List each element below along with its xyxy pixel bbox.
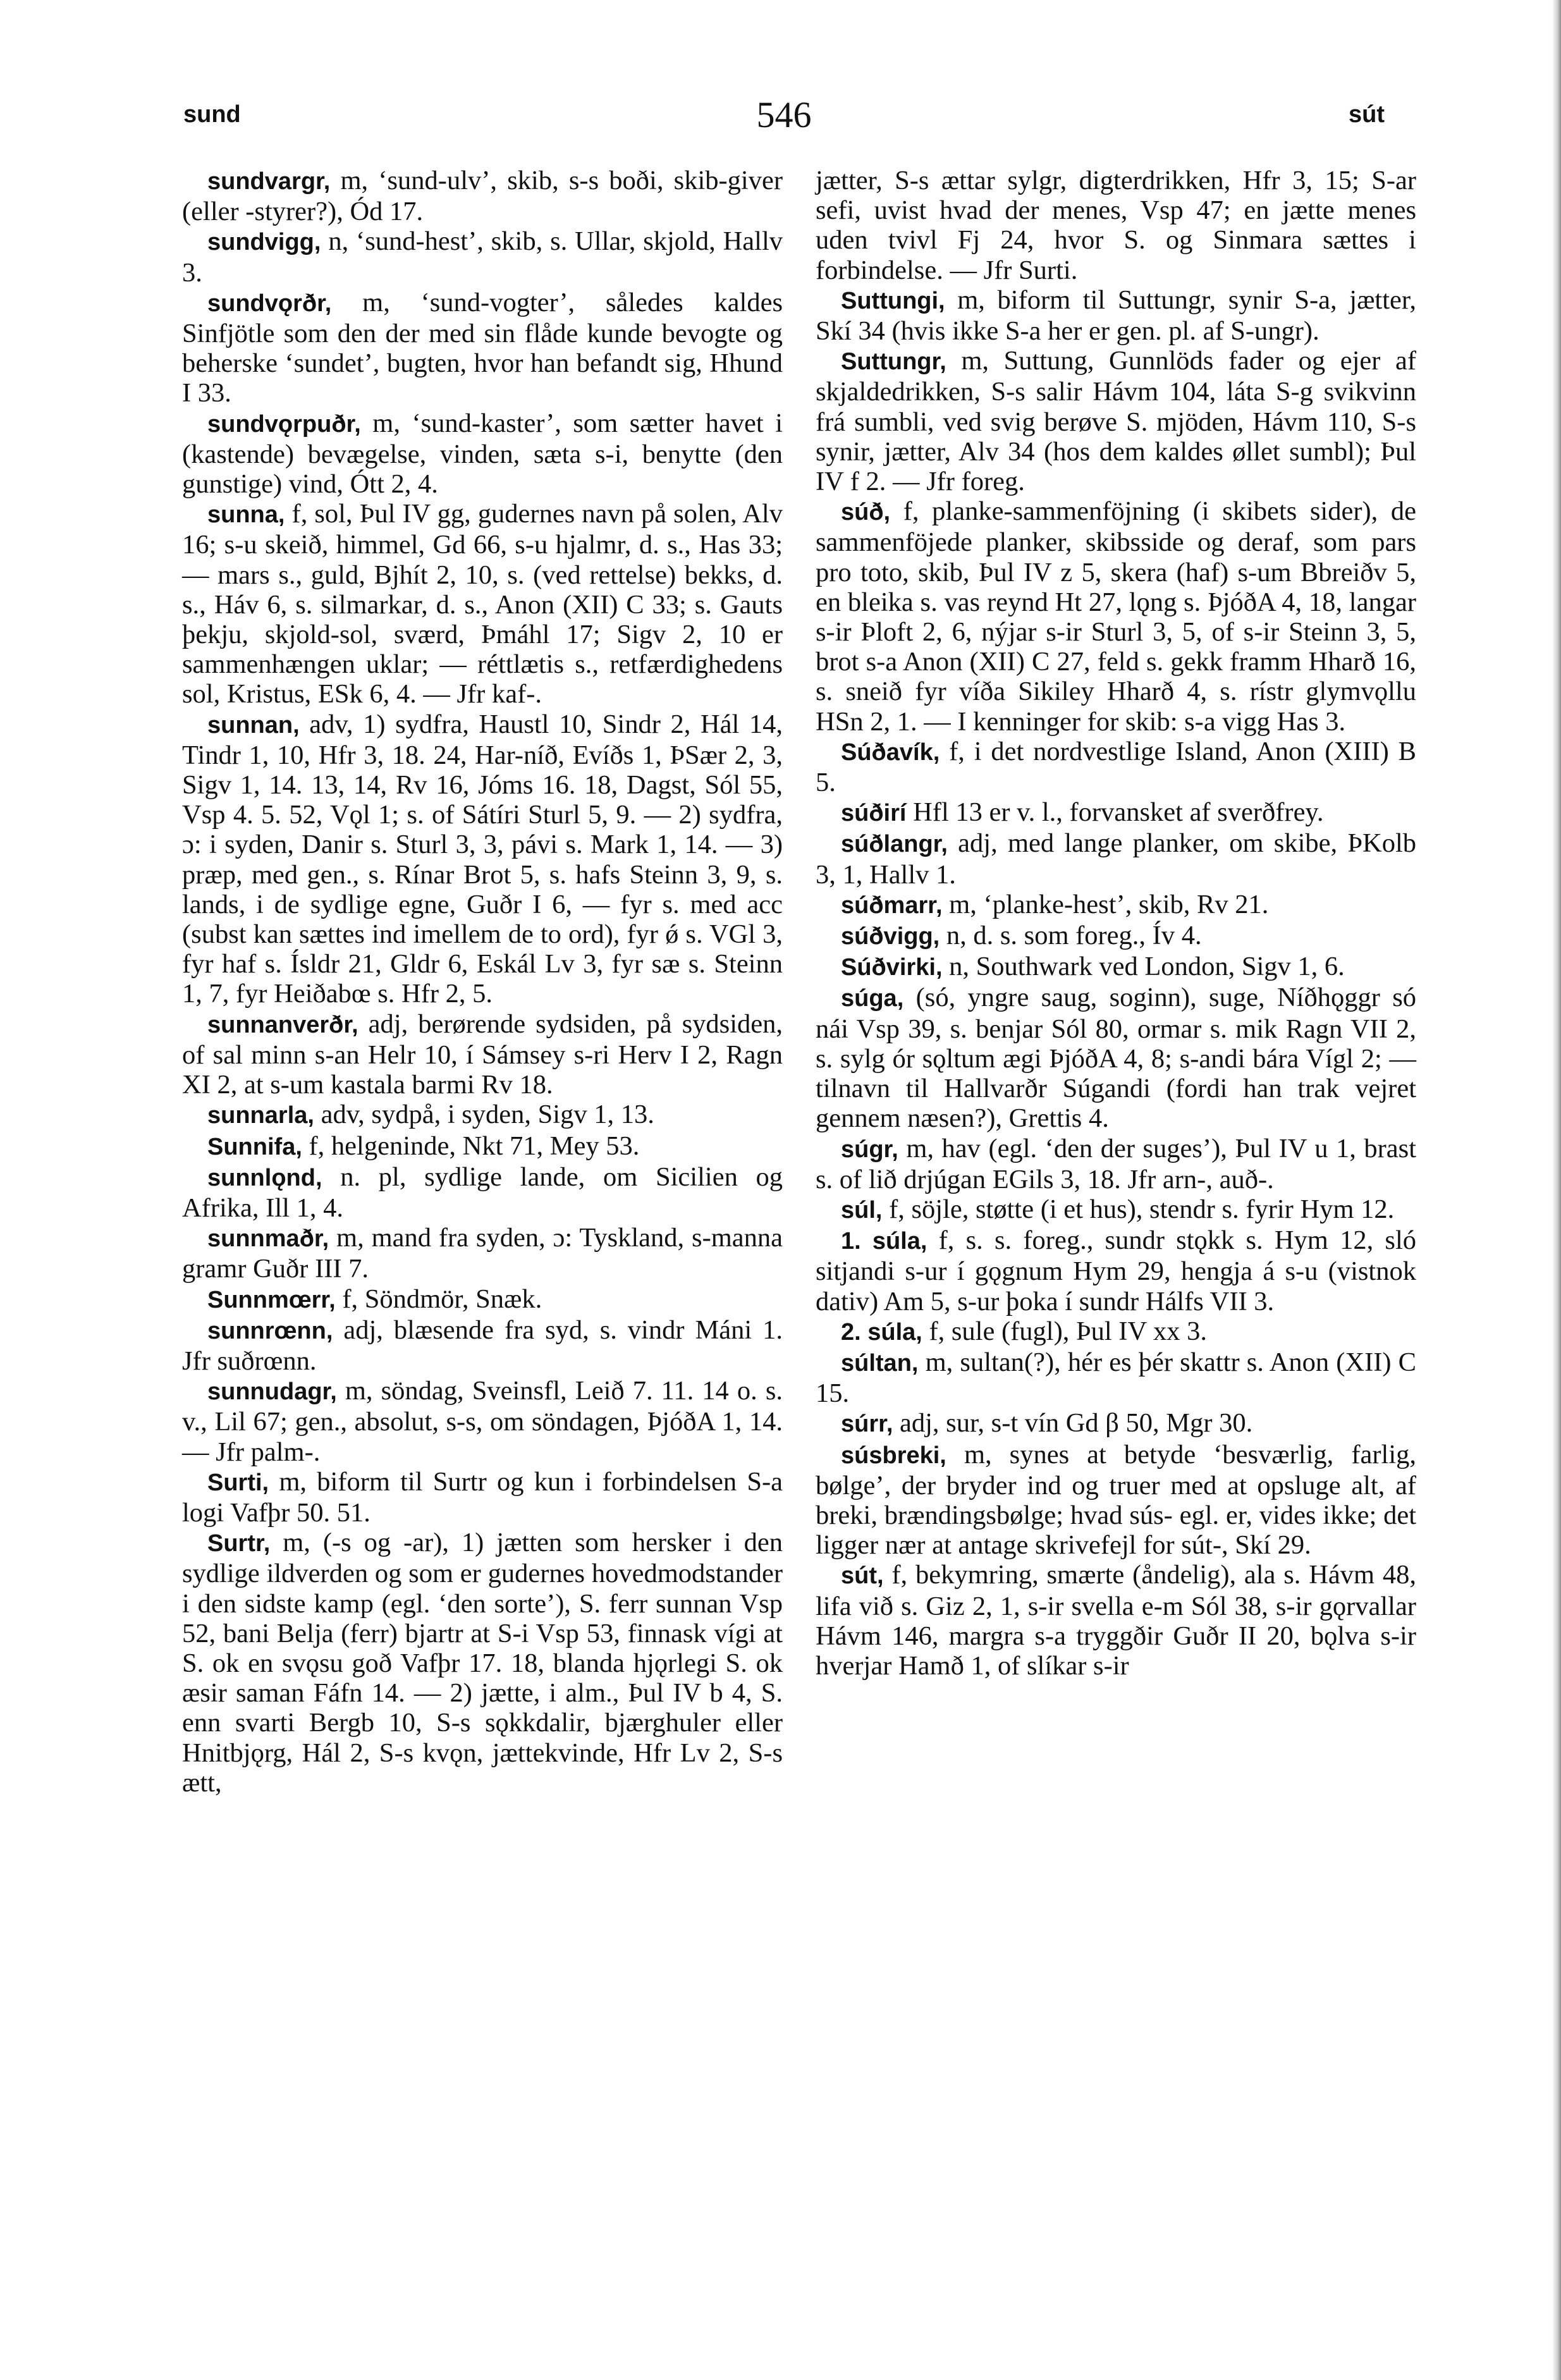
- dictionary-entry: [182, 1467, 783, 1528]
- entry-headword: sunnarla,: [207, 1102, 314, 1129]
- entry-definition: adv, 1) sydfra, Haustl 10, Sindr 2, Hál 14, Tindr 1, 10, Hfr 3, 18. 24, Har-níð, Evíðs 1, ÞSær 2, 3, Sigv 1, 14. 13, 14, Rv 16, Jóms 16. 18, Dagst, Sól 55, Vsp 4. 5. 52, Vǫl 1; s. of Sátíri Sturl 5, 9. — 2) sydfra, ɔ: i syden, Danir s. Sturl 3, 3, pávi s. Mark 1, 14. — 3) præp, med gen., s. Rínar Brot 5, s. hafs Steinn 3, 9, s. lands, i de sydlige egne, Guðr I 6, — fyr s. med acc (subst kan sættes ind imellem de to ord), fyr ǿ s. VGl 3, fyr haf s. Ísldr 21, Gldr 6, Eskál Lv 3, fyr sæ s. Steinn 1, 7, fyr Heiðabœ s. Hfr 2, 5.: [182, 709, 783, 1009]
- dictionary-entry: [816, 983, 1416, 1133]
- entry-headword: súð,: [841, 499, 891, 526]
- entry-definition: m, ‘sund-vogter’, således kaldes Sinfjötle som den der med sin flåde kunde bevogte og beherske ‘sundet’, bugten, hvor han befandt sig, Hhund I 33.: [182, 287, 783, 408]
- entry-definition: m, hav (egl. ‘den der suges’), Þul IV u 1, brast s. of lið drjúgan EGils 3, 18. Jfr arn-, auð-.: [816, 1133, 1416, 1194]
- dictionary-entry: [816, 890, 1416, 921]
- entry-headword: súga,: [841, 985, 904, 1012]
- entry-definition: m, Suttung, Gunnlöds fader og ejer af skjaldedrikken, S-s salir Hávm 104, láta S-g svikvinn frá sumbli, ved svig berøve S. mjöden, Hávm 110, S-s synir, jætter, Alv 34 (hos dem kaldes øllet sumbl); Þul IV f 2. — Jfr foreg.: [816, 346, 1416, 497]
- entry-headword: sunna,: [207, 501, 285, 529]
- entry-headword: súðmarr,: [841, 892, 943, 919]
- entry-definition: m, ‘sund-kaster’, som sætter havet i (kastende) bevægelse, vinden, sæta s-i, benytte (den gunstige) vind, Ótt 2, 4.: [182, 408, 783, 500]
- left-running-headword: sund: [183, 101, 241, 128]
- entry-headword: sút,: [841, 1562, 884, 1590]
- entry-headword: Surti,: [207, 1469, 269, 1496]
- dictionary-entry: [182, 226, 783, 287]
- entry-headword: súltan,: [841, 1349, 919, 1377]
- dictionary-entry: [816, 737, 1416, 797]
- entry-definition: m, (-s og -ar), 1) jætten som hersker i den sydlige ildverden og som er gudernes hovedmodstander i den sidste kamp (egl. ‘den sorte’), S. ferr sunnan Vsp 52, bani Belja (ferr) bjartr at S-i Vsp 53, finnask vígi at S. ok en svǫsu goð Vafþr 17. 18, blanda hjǫrlegi S. ok æsir saman Fáfn 14. — 2) jætte, i alm., Þul IV b 4, S. enn svarti Bergb 10, S-s sǫkkdalir, bjærghuler eller Hnitbjǫrg, Hál 2, S-s kvǫn, jættekvinde, Hfr Lv 2, S-s ætt,: [182, 1528, 783, 1798]
- entry-definition: adj, med lange planker, om skibe, ÞKolb 3, 1, Hallv 1.: [816, 828, 1416, 890]
- dictionary-entry: [816, 1408, 1416, 1439]
- dictionary-entry: [182, 1223, 783, 1284]
- entry-definition: f, i det nordvestlige Island, Anon (XIII) B 5.: [816, 736, 1416, 798]
- dictionary-entry: [182, 408, 783, 500]
- dictionary-entry: [182, 1162, 783, 1223]
- entry-definition: n, ‘sund-hest’, skib, s. Ullar, skjold, Hallv 3.: [182, 226, 783, 288]
- entry-definition: (só, yngre saug, soginn), suge, Níðhǫggr só nái Vsp 39, s. benjar Sól 80, ormar s. mik Ragn VII 2, s. sylg ór sǫltum ægi ÞjóðA 4, 8; s-andi bára Vígl 2; — tilnavn til Hallvarðr Súgandi (fordi han trak vejret gennem næsen?), Grettis 4.: [816, 983, 1417, 1134]
- entry-headword: sunnlǫnd,: [207, 1164, 322, 1191]
- dictionary-entry: [816, 921, 1416, 952]
- entry-headword: sundvǫrðr,: [207, 290, 332, 317]
- dictionary-entry: [816, 828, 1416, 889]
- entry-headword: 1. súla,: [841, 1228, 927, 1255]
- entry-headword: Súðavík,: [841, 739, 940, 766]
- left-column: [182, 166, 783, 1798]
- entry-headword: 2. súla,: [841, 1318, 922, 1346]
- entry-headword: Sunnifa,: [207, 1133, 302, 1160]
- entry-definition: Hfl 13 er v. l., forvansket af sverðfrey.: [913, 797, 1324, 828]
- right-running-headword: sút: [1349, 101, 1385, 128]
- entry-definition: n. pl, sydlige lande, om Sicilien og Afrika, Ill 1, 4.: [182, 1162, 783, 1223]
- entry-definition: m, synes at betyde ‘besværlig, farlig, bølge’, der bryder ind og truer med at opsluge alt, af breki, brændingsbølge; hvad sús- egl. er, vides ikke; det ligger nær at antage skrivefejl for sút-, Skí 29.: [816, 1439, 1416, 1561]
- dictionary-entry: [816, 1194, 1416, 1225]
- dictionary-entry: [816, 1134, 1416, 1194]
- entry-definition: n, d. s. som foreg., Ív 4.: [946, 921, 1202, 951]
- dictionary-entry: [182, 166, 783, 226]
- entry-definition: f, bekymring, smærte (åndelig), ala s. Hávm 48, lifa við s. Giz 2, 1, s-ir svella e-m Sól 38, s-ir gǫrvallar Hávm 146, margra s-a tryggðir Guðr II 20, bǫlva s-ir hverjar Hamð 1, of slíkar s-ir: [816, 1560, 1417, 1681]
- entry-definition: f, s. s. foreg., sundr stǫkk s. Hym 12, sló sitjandi s-ur í gǫgnum Hym 29, hengja á s-u (vistnok dativ) Am 5, s-ur þoka í sundr Hálfs VII 3.: [816, 1225, 1417, 1316]
- dictionary-entry: [182, 709, 783, 1009]
- dictionary-entry: [182, 1315, 783, 1376]
- dictionary-entry: [816, 496, 1416, 737]
- entry-headword: sunnrœnn,: [207, 1317, 333, 1344]
- entry-definition: adj, sur, s-t vín Gd β 50, Mgr 30.: [900, 1408, 1253, 1438]
- entry-definition: adv, sydpå, i syden, Sigv 1, 13.: [321, 1100, 654, 1130]
- entry-definition: n, Southwark ved London, Sigv 1, 6.: [949, 952, 1345, 982]
- entry-definition: f, planke-sammenföjning (i skibets sider), de sammenföjede planker, skibsside og deraf, som pars pro toto, skib, Þul IV z 5, skera (haf) s-um Bbreiðv 5, en bleika s. vas reynd Ht 27, lǫng s. ÞjóðA 4, 18, langar s-ir Þloft 2, 6, nýjar s-ir Sturl 3, 5, of s-ir Steinn 3, 5, brot s-a Anon (XII) C 27, feld s. gekk framm Hharð 16, s. sneið fyr víða Sikiley Hharð 4, s. rístr glymvǫllu HSn 2, 1. — I kenninger for skib: s-a vigg Has 3.: [816, 496, 1417, 737]
- dictionary-entry: [182, 288, 783, 408]
- entry-definition: f, Söndmör, Snæk.: [342, 1284, 542, 1314]
- dictionary-entry: [816, 285, 1416, 346]
- dictionary-entry: [182, 1009, 783, 1100]
- entry-headword: sunnanverðr,: [207, 1011, 358, 1038]
- entry-headword: Sunnmœrr,: [207, 1286, 336, 1313]
- entry-headword: súsbreki,: [841, 1442, 946, 1469]
- page-header: [183, 94, 1385, 144]
- entry-headword: sunnudagr,: [207, 1378, 337, 1406]
- entry-headword: súðlangr,: [841, 831, 948, 858]
- dictionary-entry: [816, 952, 1416, 983]
- dictionary-entry: [182, 1528, 783, 1798]
- entry-headword: súl,: [841, 1196, 883, 1224]
- entry-headword: Suttungr,: [841, 348, 946, 376]
- dictionary-entry: [182, 499, 783, 709]
- entry-definition: jætter, S-s ættar sylgr, digterdrikken, Hfr 3, 15; S-ar sefi, uvist hvad der menes, Vsp 47; en jætte menes uden tvivl Fj 24, hvor S. og Sinmara sættes i forbindelse. — Jfr Surti.: [816, 166, 1416, 285]
- dictionary-entry: [182, 1131, 783, 1162]
- entry-definition: adj, blæsende fra syd, s. vindr Máni 1. Jfr suðrœnn.: [182, 1315, 783, 1376]
- scan-edge-shadow: [1552, 0, 1561, 2380]
- entry-definition: f, helgeninde, Nkt 71, Mey 53.: [309, 1131, 640, 1161]
- dictionary-entry: [816, 1560, 1416, 1681]
- dictionary-entry: [182, 1376, 783, 1467]
- entry-definition: f, sule (fugl), Þul IV xx 3.: [929, 1316, 1207, 1346]
- entry-headword: súrr,: [841, 1411, 893, 1438]
- entry-headword: sunnmaðr,: [207, 1225, 329, 1253]
- dictionary-entry: [816, 1316, 1416, 1347]
- entry-headword: sundvargr,: [207, 168, 331, 195]
- entry-headword: Surtr,: [207, 1530, 271, 1557]
- dictionary-entry: [816, 797, 1416, 828]
- entry-definition: adj, berørende sydsiden, på sydsiden, of sal minn s-an Helr 10, í Sámsey s-ri Herv I 2, Ragn XI 2, at s-um kastala barmi Rv 18.: [182, 1009, 783, 1100]
- entry-definition: m, biform til Surtr og kun i forbindelsen S-a logi Vafþr 50. 51.: [182, 1466, 783, 1528]
- page-number: 546: [756, 94, 812, 135]
- entry-headword: Súðvirki,: [841, 954, 943, 981]
- entry-definition: m, ‘planke-hest’, skib, Rv 21.: [949, 889, 1269, 919]
- entry-definition: m, sultan(?), hér es þér skattr s. Anon (XII) C 15.: [816, 1347, 1417, 1409]
- entry-headword: sundvigg,: [207, 229, 321, 256]
- entry-headword: sundvǫrpuðr,: [207, 410, 361, 438]
- dictionary-entry: [816, 346, 1416, 496]
- entry-headword: súðvigg,: [841, 923, 940, 950]
- entry-headword: sunnan,: [207, 711, 300, 739]
- entry-definition: f, söjle, støtte (i et hus), stendr s. fyrir Hym 12.: [889, 1194, 1395, 1224]
- entry-definition: m, ‘sund-ulv’, skib, s-s boði, skib-giver (eller -styrer?), Ód 17.: [182, 166, 783, 227]
- entry-definition: m, söndag, Sveinsfl, Leið 7. 11. 14 o. s. v., Lil 67; gen., absolut, s-s, om söndagen, ÞjóðA 1, 14. — Jfr palm-.: [182, 1376, 783, 1467]
- dictionary-entry: [182, 1100, 783, 1131]
- entry-definition: f, sol, Þul IV gg, gudernes navn på solen, Alv 16; s-u skeið, himmel, Gd 66, s-u hjalmr, d. s., Has 33; — mars s., guld, Bjhít 2, 10, s. (ved rettelse) bekks, d. s., Háv 6, s. silmarkar, d. s., Anon (XII) C 33; s. Gauts þekju, skjold-sol, sværd, Þmáhl 17; Sigv 2, 10 er sammenhængen uklar; — réttlætis s., retfærdighedens sol, Kristus, ESk 6, 4. — Jfr kaf-.: [182, 499, 783, 709]
- dictionary-entry: [816, 1347, 1416, 1408]
- entry-headword: Suttungi,: [841, 287, 945, 314]
- entry-headword: súðirí: [841, 800, 907, 827]
- entry-definition: m, mand fra syden, ɔ: Tyskland, s-manna gramr Guðr III 7.: [182, 1223, 783, 1284]
- entry-headword: súgr,: [841, 1136, 898, 1163]
- entry-definition: m, biform til Suttungr, synir S-a, jætter, Skí 34 (hvis ikke S-a her er gen. pl. af S-ungr).: [816, 285, 1416, 347]
- dictionary-entry: [816, 166, 1416, 285]
- right-column: [816, 166, 1416, 1681]
- dictionary-entry: [816, 1440, 1416, 1561]
- dictionary-entry: [182, 1284, 783, 1315]
- dictionary-entry: [816, 1225, 1416, 1316]
